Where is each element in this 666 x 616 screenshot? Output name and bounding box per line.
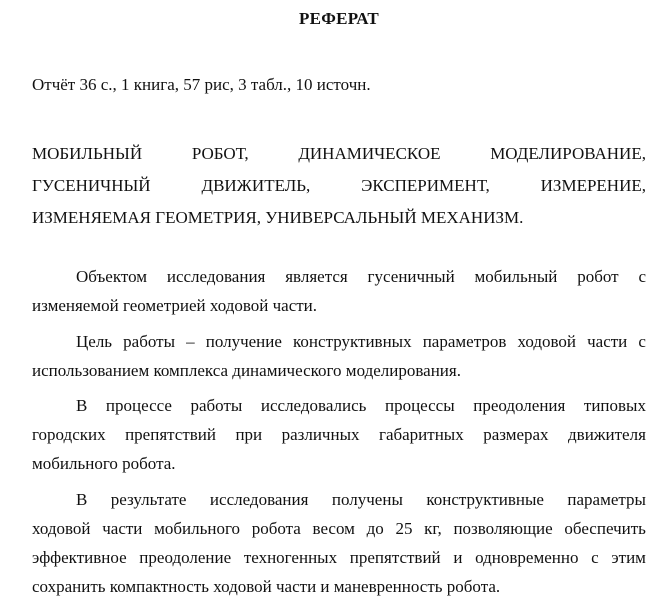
paragraph-word: Объектом bbox=[76, 267, 148, 286]
keyword-text: ИЗМЕРЕНИЕ, bbox=[540, 176, 646, 195]
paragraph-word: с bbox=[638, 332, 646, 351]
paragraph-word: преодоление bbox=[139, 548, 232, 567]
paragraph-word: габаритных bbox=[378, 425, 464, 444]
paragraph-word: исследования bbox=[209, 490, 309, 509]
paragraph-word: – bbox=[186, 332, 195, 351]
keywords-line bbox=[32, 170, 646, 202]
paragraph-word: конструктивные bbox=[426, 490, 544, 509]
paragraph-goal bbox=[32, 327, 646, 385]
keyword-text: ИЗМЕНЯЕМАЯ ГЕОМЕТРИЯ, УНИВЕРСАЛЬНЫЙ МЕХАНИЗМ. bbox=[32, 208, 524, 227]
paragraph-word: препятствий bbox=[349, 548, 441, 567]
paragraph-word: с bbox=[591, 548, 599, 567]
paragraph-line bbox=[32, 572, 646, 601]
keyword-text: ДВИЖИТЕЛЬ, bbox=[201, 176, 311, 195]
keyword-text: РОБОТ, bbox=[191, 144, 249, 163]
paragraph-word: получены bbox=[331, 490, 403, 509]
paragraph-word: позволяющие bbox=[453, 519, 553, 538]
paragraph-process bbox=[32, 391, 646, 478]
paragraph-line bbox=[32, 327, 646, 356]
paragraph-word: и bbox=[453, 548, 463, 567]
paragraph-word: робот bbox=[577, 267, 619, 286]
paragraph-word: использованием комплекса динамического моделирования. bbox=[32, 361, 461, 380]
keywords-block bbox=[32, 138, 646, 234]
paragraph-line bbox=[32, 514, 646, 543]
paragraph-word: до bbox=[366, 519, 384, 538]
paragraph-word: 25 bbox=[395, 519, 413, 538]
document-title: РЕФЕРАТ bbox=[298, 9, 380, 28]
paragraph-word: конструктивных bbox=[293, 332, 412, 351]
keywords-line bbox=[32, 202, 646, 234]
paragraph-word: части bbox=[587, 332, 628, 351]
paragraph-line bbox=[32, 262, 646, 291]
paragraph-word: части bbox=[102, 519, 143, 538]
paragraph-word: при bbox=[235, 425, 263, 444]
paragraph-line bbox=[32, 543, 646, 572]
paragraph-word: результате bbox=[110, 490, 187, 509]
paragraph-word: различных bbox=[281, 425, 360, 444]
paragraph-line bbox=[32, 485, 646, 514]
paragraph-word: мобильного робота. bbox=[32, 454, 176, 473]
keyword-text: МОДЕЛИРОВАНИЕ, bbox=[490, 144, 646, 163]
paragraph-word: типовых bbox=[583, 396, 646, 415]
paragraph-word: городских bbox=[32, 425, 106, 444]
paragraph-word: гусеничный bbox=[367, 267, 455, 286]
paragraph-line bbox=[32, 291, 646, 320]
paragraph-result bbox=[32, 485, 646, 601]
report-info: Отчёт 36 с., 1 книга, 57 рис, 3 табл., 10 источн. bbox=[32, 75, 371, 94]
keyword-text: ГУСЕНИЧНЫЙ bbox=[32, 176, 151, 195]
paragraph-word: робота bbox=[251, 519, 301, 538]
paragraph-word: параметров bbox=[422, 332, 507, 351]
paragraph-word: этим bbox=[611, 548, 646, 567]
paragraph-word: исследования bbox=[166, 267, 266, 286]
paragraph-object bbox=[32, 262, 646, 320]
paragraph-word: эффективное bbox=[32, 548, 127, 567]
paragraph-word: работы bbox=[190, 396, 243, 415]
paragraph-word: кг, bbox=[424, 519, 442, 538]
paragraph-word: параметры bbox=[567, 490, 646, 509]
keyword-text: ЭКСПЕРИМЕНТ, bbox=[361, 176, 490, 195]
paragraph-word: получение bbox=[205, 332, 282, 351]
paragraph-word: весом bbox=[312, 519, 355, 538]
paragraph-word: является bbox=[285, 267, 348, 286]
paragraph-word: В bbox=[76, 396, 88, 415]
paragraph-word: исследовались bbox=[260, 396, 367, 415]
paragraph-word: препятствий bbox=[125, 425, 216, 444]
paragraph-word: сохранить компактность ходовой части и маневренность робота. bbox=[32, 577, 501, 596]
paragraph-word: размерах bbox=[483, 425, 549, 444]
paragraph-line bbox=[32, 449, 646, 478]
paragraph-line bbox=[32, 420, 646, 449]
paragraph-word: процессы bbox=[384, 396, 455, 415]
paragraph-word: техногенных bbox=[243, 548, 338, 567]
paragraph-word: Цель bbox=[76, 332, 113, 351]
paragraph-line bbox=[32, 356, 646, 385]
keyword-text: ДИНАМИЧЕСКОЕ bbox=[298, 144, 441, 163]
paragraph-word: движителя bbox=[568, 425, 646, 444]
paragraph-word: процессе bbox=[105, 396, 172, 415]
paragraph-word: мобильного bbox=[154, 519, 240, 538]
paragraph-word: ходовой bbox=[32, 519, 91, 538]
paragraph-line bbox=[32, 391, 646, 420]
paragraph-word: обеспечить bbox=[564, 519, 646, 538]
paragraph-word: ходовой bbox=[517, 332, 576, 351]
keywords-line bbox=[32, 138, 646, 170]
paragraph-word: одновременно bbox=[475, 548, 579, 567]
paragraph-word: с bbox=[638, 267, 646, 286]
paragraph-word: изменяемой геометрией ходовой части. bbox=[32, 296, 318, 315]
paragraph-word: преодоления bbox=[473, 396, 566, 415]
paragraph-word: мобильный bbox=[474, 267, 558, 286]
paragraph-word: В bbox=[76, 490, 88, 509]
paragraph-word: работы bbox=[123, 332, 175, 351]
keyword-text: МОБИЛЬНЫЙ bbox=[32, 144, 143, 163]
